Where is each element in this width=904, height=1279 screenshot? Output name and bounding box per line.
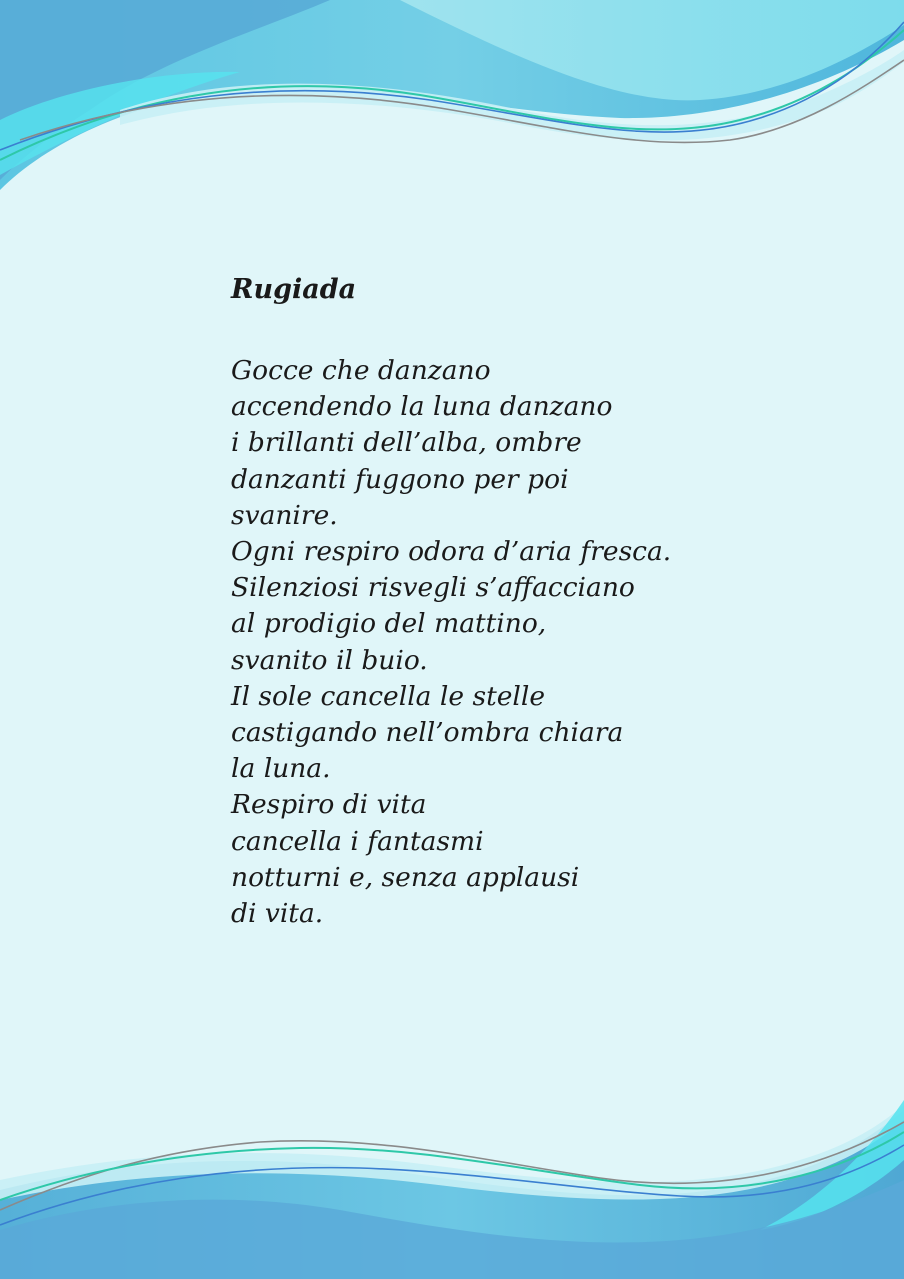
poem-line: Ogni respiro odora d’aria fresca. xyxy=(231,536,672,568)
poem-line: Il sole cancella le stelle xyxy=(231,680,546,712)
poem-title: Rugiada xyxy=(231,274,357,305)
poem-line: Gocce che danzano xyxy=(231,355,491,386)
poem-line: castigando nell’ombra chiara xyxy=(231,717,624,749)
poem-body xyxy=(231,353,671,932)
poem-line: notturni e, senza applausi xyxy=(231,861,580,893)
poem-line: i brillanti dell’alba, ombre xyxy=(231,427,582,459)
poem-line: danzanti fuggono per poi xyxy=(231,463,569,495)
top-wave-decoration xyxy=(0,0,904,220)
poem-line: la luna. xyxy=(231,753,331,785)
poem-line: svanire. xyxy=(231,499,338,531)
poem-line: cancella i fantasmi xyxy=(231,825,484,857)
bottom-wave-decoration xyxy=(0,1060,904,1279)
poem-line: di vita. xyxy=(231,898,324,930)
poem-line: accendendo la luna danzano xyxy=(231,391,613,423)
poem-line: Silenziosi risvegli s’affacciano xyxy=(231,572,635,604)
poem-line: al prodigio del mattino, xyxy=(231,608,547,640)
poem-line: svanito il buio. xyxy=(231,644,428,676)
poem-line: Respiro di vita xyxy=(231,789,427,821)
poem xyxy=(231,270,831,930)
